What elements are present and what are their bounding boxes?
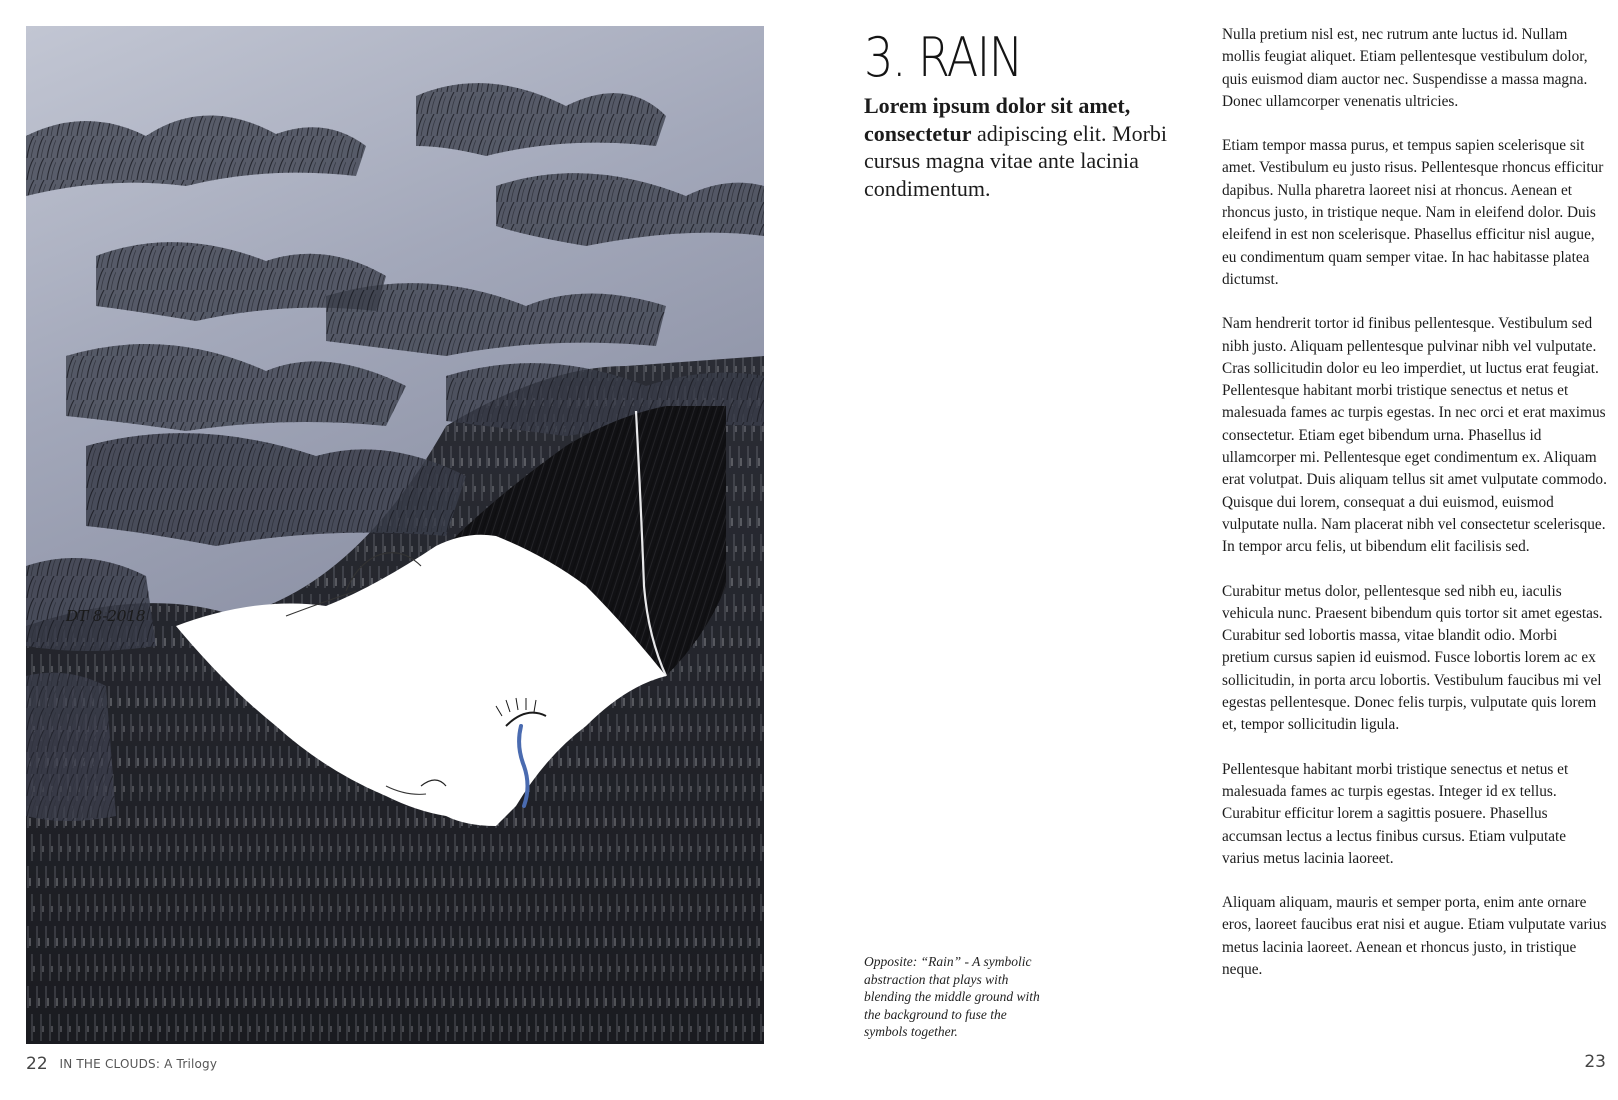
body-paragraph: Etiam tempor massa purus, et tempus sapien scelerisque sit amet. Vestibulum eu justo risus. Pellentesque rhoncus efficitur dapibus. Nulla pharetra laoreet nisi at rhoncus. Aenean et rhoncus justo, in tristique neque. Nam in eleifend dolor. Duis eleifend in est non scelerisque. Phasellus efficitur nisl augue, eu condimentum quam semper vitae. In hac habitasse platea dictumst. — [1222, 137, 1604, 288]
body-paragraph: Pellentesque habitant morbi tristique senectus et netus et malesuada fames ac turpis egestas. Integer id ex tellus. Curabitur efficitur lorem a sagittis posuere. Phasellus accumsan lectus a lectus finibus cursus. Etiam vulputate varius metus lacinia laoreet. — [1222, 760, 1569, 867]
illustration-canvas — [26, 26, 764, 1044]
right-page-number: 23 — [1584, 1052, 1606, 1072]
lead-regular: adipiscing elit. Morbi cursus magna vitae ante lacinia condimentum. — [864, 120, 1168, 201]
body-paragraph: Curabitur metus dolor, pellentesque sed nibh eu, iaculis vehicula nunc. Praesent bibendum quis tortor sit amet egestas. Curabitur sed lobortis massa, vitae blandit odio. Morbi pretium cursus sapien id euismod. Fusce lobortis lorem ac ex sollicitudin, in porta arcu lobortis. Vestibulum faucibus mi vel egestas pellentesque. Donec felis turpis, vulputate quis lorem et, tempor sollicitudin ligula. — [1222, 582, 1603, 734]
chapter-title: 3. RAIN — [864, 26, 1022, 89]
left-page-footer — [26, 1054, 217, 1074]
left-page-number: 22 — [26, 1054, 48, 1074]
lead-bold: Lorem ipsum dolor sit amet, consectetur — [864, 93, 1131, 146]
running-head: IN THE CLOUDS: A Trilogy — [59, 1057, 218, 1071]
body-paragraph: Nulla pretium nisl est, nec rutrum ante luctus id. Nullam mollis feugiat aliquet. Etiam pellentesque vestibulum dolor, quis euismod diam auctor nec. Suspendisse a massa magna. Donec ullamcorper venenatis ultricies. — [1222, 26, 1588, 110]
artist-signature: DT 8-2018 — [66, 607, 146, 625]
image-caption: Opposite: “Rain” - A symbolic abstraction that plays with blending the middle ground with the background to fuse the symbols together. — [864, 954, 1040, 1039]
body-paragraph: Aliquam aliquam, mauris et semper porta, enim ante ornare eros, laoreet faucibus erat nisi et augue. Etiam vulputate varius metus lacinia laoreet. Aenean et rhoncus justo, in tristique neque. — [1222, 894, 1607, 978]
body-paragraph: Nam hendrerit tortor id finibus pellentesque. Vestibulum sed nibh justo. Aliquam pellentesque pulvinar nibh vel vulputate. Cras sollicitudin dolor eu leo imperdiet, ut luctus erat feugiat. Pellentesque habitant morbi tristique senectus et netus et malesuada fames ac turpis egestas. In nec orci et erat maximus consectetur. Etiam eget bibendum urna. Phasellus id ullamcorper mi. Pellentesque eget condimentum ex. Aliquam erat volutpat. Duis aliquam tellus sit amet vulputate commodo. Quisque dui lorem, consequat a dui euismod, euismod vulputate nulla. Nam placerat nibh vel consectetur scelerisque. In tempor arcu felis, ut bibendum elit facilisis sed. — [1222, 315, 1607, 556]
body-text-column — [1222, 24, 1607, 1003]
rain-illustration — [26, 26, 764, 1044]
lead-paragraph — [864, 92, 1174, 202]
